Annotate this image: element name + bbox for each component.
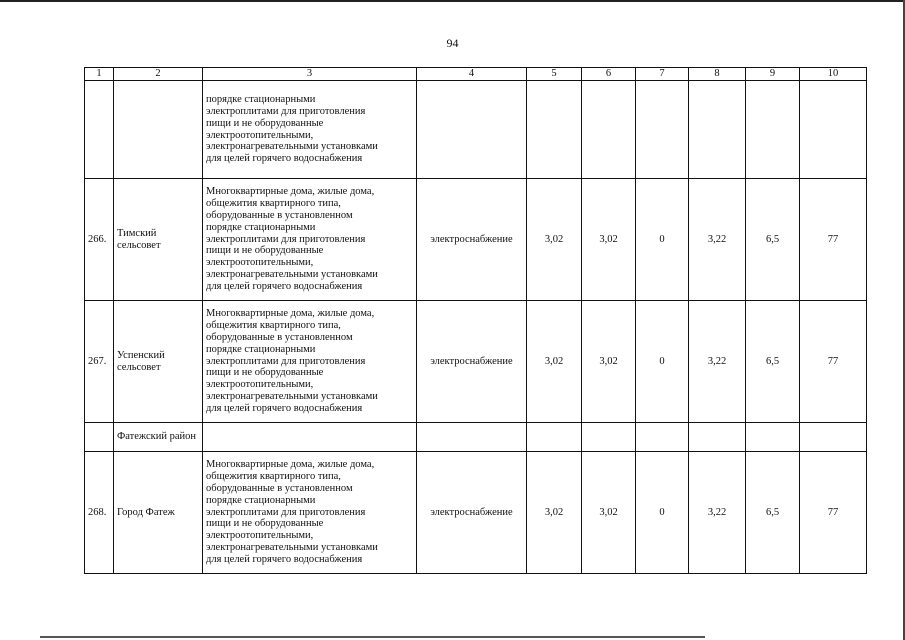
page-number: 94 — [446, 36, 459, 50]
value-cell-9: 6,5 — [746, 452, 800, 574]
category-text-line: порядке стационарными — [206, 343, 316, 355]
value-cell-6: 3,02 — [582, 452, 636, 574]
row-number-cell: 268. — [85, 452, 114, 574]
header-col-1: 1 — [85, 68, 114, 81]
value-cell-10: 77 — [800, 179, 867, 301]
header-col-10: 10 — [800, 68, 867, 81]
value-cell-10 — [800, 81, 867, 179]
table-row — [85, 452, 867, 574]
value-cell-5 — [527, 423, 582, 452]
category-text-line: Многоквартирные дома, жилые дома, — [206, 185, 375, 197]
value-cell-8 — [689, 423, 746, 452]
page-bottom-border — [40, 636, 705, 638]
value-cell-5 — [527, 81, 582, 179]
utility-service-cell: электроснабжение — [417, 452, 527, 574]
value-cell-7 — [636, 423, 689, 452]
header-col-7: 7 — [636, 68, 689, 81]
category-text-line: для целей горячего водоснабжения — [206, 153, 363, 165]
value-cell-6 — [582, 423, 636, 452]
category-text-line: пищи и не оборудованные — [206, 245, 324, 257]
category-text-line: пищи и не оборудованные — [206, 367, 324, 379]
value-cell-8: 3,22 — [689, 179, 746, 301]
header-col-4: 4 — [417, 68, 527, 81]
table-row — [85, 179, 867, 301]
row-number-cell: 266. — [85, 179, 114, 301]
category-text-line: электроотопительными, — [206, 530, 314, 542]
utility-service-cell: электроснабжение — [417, 179, 527, 301]
consumer-category-cell — [203, 452, 417, 574]
municipality-name-cell: Фатежский район — [114, 423, 203, 452]
category-text-line: пищи и не оборудованные — [206, 117, 324, 129]
municipality-name-cell: Тимский сельсовет — [114, 179, 203, 301]
tariff-table — [84, 67, 867, 574]
category-text-line: электроотопительными, — [206, 257, 314, 269]
page-top-border — [0, 0, 905, 2]
category-text-line: электроотопительными, — [206, 379, 314, 391]
value-cell-10: 77 — [800, 452, 867, 574]
consumer-category-cell — [203, 423, 417, 452]
table-row — [85, 301, 867, 423]
value-cell-6 — [582, 81, 636, 179]
row-number-cell — [85, 81, 114, 179]
value-cell-9 — [746, 423, 800, 452]
consumer-category-cell — [203, 301, 417, 423]
row-number-cell: 267. — [85, 301, 114, 423]
value-cell-8: 3,22 — [689, 301, 746, 423]
value-cell-9: 6,5 — [746, 179, 800, 301]
value-cell-7: 0 — [636, 452, 689, 574]
municipality-name-cell — [114, 81, 203, 179]
category-text-line: электронагревательными установками — [206, 269, 378, 281]
header-col-6: 6 — [582, 68, 636, 81]
header-col-8: 8 — [689, 68, 746, 81]
utility-service-cell: электроснабжение — [417, 301, 527, 423]
value-cell-7: 0 — [636, 179, 689, 301]
value-cell-6: 3,02 — [582, 301, 636, 423]
row-number-cell — [85, 423, 114, 452]
value-cell-8: 3,22 — [689, 452, 746, 574]
value-cell-5: 3,02 — [527, 452, 582, 574]
category-text-line: оборудованные в установленном — [206, 209, 353, 221]
category-text-line: порядке стационарными — [206, 221, 316, 233]
category-text-line: электронагревательными установками — [206, 542, 378, 554]
table-row — [85, 423, 867, 452]
municipality-name-cell: Успенский сельсовет — [114, 301, 203, 423]
value-cell-10: 77 — [800, 301, 867, 423]
utility-service-cell — [417, 81, 527, 179]
value-cell-9 — [746, 81, 800, 179]
header-col-3: 3 — [203, 68, 417, 81]
value-cell-7: 0 — [636, 301, 689, 423]
category-text-line: для целей горячего водоснабжения — [206, 554, 363, 566]
category-text-line: общежития квартирного типа, — [206, 319, 341, 331]
value-cell-7 — [636, 81, 689, 179]
consumer-category-cell — [203, 81, 417, 179]
category-text-line: для целей горячего водоснабжения — [206, 281, 363, 293]
table-row — [85, 81, 867, 179]
value-cell-10 — [800, 423, 867, 452]
category-text-line: оборудованные в установленном — [206, 331, 353, 343]
consumer-category-cell — [203, 179, 417, 301]
category-text-line: порядке стационарными — [206, 494, 316, 506]
utility-service-cell — [417, 423, 527, 452]
value-cell-8 — [689, 81, 746, 179]
category-text-line: Многоквартирные дома, жилые дома, — [206, 307, 375, 319]
category-text-line: для целей горячего водоснабжения — [206, 403, 363, 415]
category-text-line: электроплитами для приготовления — [206, 233, 366, 245]
category-text-line: электроотопительными, — [206, 129, 314, 141]
value-cell-6: 3,02 — [582, 179, 636, 301]
category-text-line: общежития квартирного типа, — [206, 197, 341, 209]
category-text-line: Многоквартирные дома, жилые дома, — [206, 458, 375, 470]
category-text-line: порядке стационарными — [206, 93, 316, 105]
header-col-2: 2 — [114, 68, 203, 81]
category-text-line: общежития квартирного типа, — [206, 470, 341, 482]
header-col-9: 9 — [746, 68, 800, 81]
value-cell-5: 3,02 — [527, 179, 582, 301]
header-col-5: 5 — [527, 68, 582, 81]
category-text-line: электронагревательными установками — [206, 391, 378, 403]
value-cell-5: 3,02 — [527, 301, 582, 423]
category-text-line: электроплитами для приготовления — [206, 506, 366, 518]
category-text-line: электроплитами для приготовления — [206, 105, 366, 117]
category-text-line: пищи и не оборудованные — [206, 518, 324, 530]
category-text-line: электроплитами для приготовления — [206, 355, 366, 367]
value-cell-9: 6,5 — [746, 301, 800, 423]
category-text-line: оборудованные в установленном — [206, 482, 353, 494]
table-header-row — [85, 68, 867, 81]
category-text-line: электронагревательными установками — [206, 141, 378, 153]
municipality-name-cell: Город Фатеж — [114, 452, 203, 574]
